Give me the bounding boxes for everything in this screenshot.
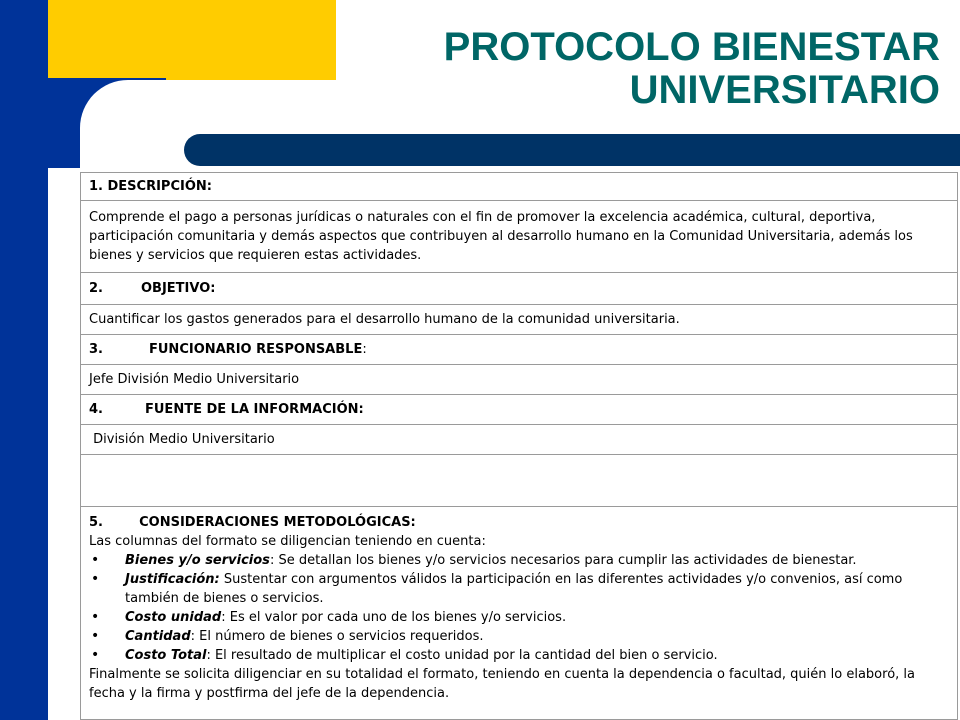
fuente-text: División Medio Universitario	[89, 432, 275, 447]
funcionario-heading: FUNCIONARIO RESPONSABLE	[149, 342, 363, 357]
fuente-text-row	[81, 425, 957, 455]
funcionario-heading-row	[81, 335, 957, 365]
funcionario-text: Jefe División Medio Universitario	[89, 372, 300, 387]
list-item-term: Bienes y/o servicios	[125, 553, 270, 568]
list-item	[89, 551, 949, 570]
fuente-number: 4.	[89, 402, 103, 417]
funcionario-text-row	[81, 365, 957, 395]
navy-accent-bar	[184, 134, 960, 166]
objetivo-heading: OBJETIVO:	[141, 281, 216, 296]
funcionario-suffix: :	[362, 342, 367, 357]
consideraciones-heading: CONSIDERACIONES METODOLÓGICAS:	[139, 515, 416, 530]
list-item-term: Costo Total	[125, 648, 207, 663]
objetivo-text: Cuantificar los gastos generados para el desarrollo humano de la comunidad universitaria.	[89, 312, 680, 327]
objetivo-heading-row	[81, 273, 957, 305]
list-item	[89, 627, 949, 646]
list-item-text: Sustentar con argumentos válidos la participación en las diferentes actividades y/o convenios, así como también de bienes o servicios.	[125, 572, 903, 606]
objetivo-number: 2.	[89, 281, 103, 296]
title-line-2: UNIVERSITARIO	[629, 68, 940, 112]
list-item	[89, 570, 949, 608]
empty-row	[81, 455, 957, 507]
list-item-term: Costo unidad	[125, 610, 222, 625]
list-item	[89, 608, 949, 627]
fuente-heading-row	[81, 395, 957, 425]
list-item-text: : Se detallan los bienes y/o servicios necesarios para cumplir las actividades de bienestar.	[269, 553, 857, 568]
fuente-heading: FUENTE DE LA INFORMACIÓN:	[145, 402, 364, 417]
page-title	[444, 26, 940, 112]
list-item-text: : El número de bienes o servicios requeridos.	[190, 629, 484, 644]
consideraciones-list	[89, 551, 949, 665]
list-item-text: : El resultado de multiplicar el costo unidad por la cantidad del bien o servicio.	[206, 648, 718, 663]
list-item-text: : Es el valor por cada uno de los bienes y/o servicios.	[221, 610, 567, 625]
list-item-term: Cantidad	[125, 629, 191, 644]
list-item	[89, 646, 949, 665]
left-blue-bar	[0, 0, 48, 720]
consideraciones-intro: Las columnas del formato se diligencian teniendo en cuenta:	[89, 534, 486, 549]
funcionario-number: 3.	[89, 342, 103, 357]
consideraciones-number: 5.	[89, 515, 103, 530]
consideraciones-block	[81, 507, 957, 699]
descripcion-heading-row	[81, 173, 957, 201]
descripcion-text: Comprende el pago a personas jurídicas o naturales con el fin de promover la excelencia académica, cultural, deportiva, participación comunitaria y demás aspectos que contribuyen al desarrollo humano en la Comunidad Universitaria, además los bienes y servicios que requieren estas actividades.	[89, 210, 913, 263]
consideraciones-heading-line	[89, 513, 949, 532]
descripcion-heading: 1. DESCRIPCIÓN:	[89, 179, 212, 194]
title-line-1: PROTOCOLO BIENESTAR	[443, 25, 940, 69]
descripcion-text-row	[81, 201, 957, 273]
protocol-table	[80, 172, 958, 720]
objetivo-text-row	[81, 305, 957, 335]
list-item-term: Justificación:	[125, 572, 220, 587]
consideraciones-closing: Finalmente se solicita diligenciar en su totalidad el formato, teniendo en cuenta la dependencia o facultad, quién lo elaboró, la fecha y la firma y postfirma del jefe de la dependencia.	[89, 667, 915, 701]
